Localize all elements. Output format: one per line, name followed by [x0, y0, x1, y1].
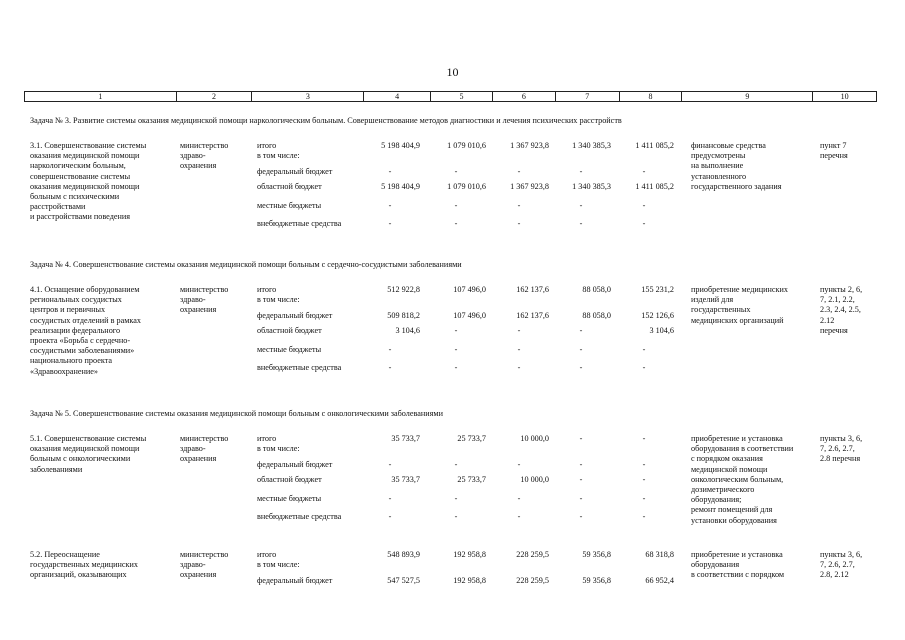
purpose-note: предусмотрены [691, 151, 746, 161]
value-cell: - [388, 201, 392, 210]
funding-source: итого [257, 285, 277, 294]
value-cell: - [388, 219, 392, 228]
funding-source: областной бюджет [257, 326, 322, 335]
value-cell: - [642, 167, 646, 176]
value-cell: 5 198 404,9 [381, 141, 420, 150]
value-cell: - [454, 201, 458, 210]
list-points: 2.8 перечня [820, 454, 861, 464]
purpose-note: в соответствии с порядком [691, 570, 785, 580]
value-cell: 59 356,8 [582, 550, 611, 559]
value-cell: 152 126,6 [641, 311, 674, 320]
value-cell: - [454, 512, 458, 521]
header-col: 1 [25, 92, 177, 101]
funding-source: федеральный бюджет [257, 167, 333, 176]
value-cell: 88 058,0 [582, 311, 611, 320]
list-points: пункты 3, 6, [820, 434, 863, 443]
funding-source: местные бюджеты [257, 201, 322, 210]
task-title: Задача № 4. Совершенствование системы оказания медицинской помощи больным с сердечно-сосудистыми заболеваниями [30, 260, 462, 269]
value-cell: 5 198 404,9 [381, 182, 420, 191]
purpose-note: медицинской помощи [691, 464, 768, 474]
value-cell: - [517, 363, 521, 372]
value-cell: - [454, 460, 458, 469]
funding-source: внебюджетные средства [257, 219, 342, 228]
value-cell: - [454, 326, 458, 335]
value-cell: - [388, 167, 392, 176]
purpose-note: государственных [691, 305, 751, 315]
measure-name: совершенствование системы [30, 171, 131, 181]
measure-name: государственных медицинских [30, 560, 139, 570]
value-cell: - [579, 345, 583, 354]
value-cell: - [579, 494, 583, 503]
value-cell: 509 818,2 [387, 311, 420, 320]
value-cell: - [388, 512, 392, 521]
list-points: 7, 2.1, 2.2, [820, 295, 855, 305]
value-cell: 35 733,7 [391, 475, 420, 484]
value-cell: - [388, 460, 392, 469]
value-cell: 68 318,8 [645, 550, 674, 559]
funding-source: федеральный бюджет [257, 460, 333, 469]
executor: здраво- [180, 151, 206, 161]
value-cell: - [517, 167, 521, 176]
measure-name: 3.1. Совершенствование системы [30, 141, 147, 150]
value-cell: 59 356,8 [582, 576, 611, 585]
measure-name: заболеваниями [30, 464, 83, 474]
list-points: 7, 2.6, 2.7, [820, 560, 855, 570]
value-cell: - [388, 363, 392, 372]
executor: здраво- [180, 560, 206, 570]
purpose-note: с порядком оказания [691, 454, 763, 464]
purpose-note: оборудования в соответствии [691, 444, 794, 454]
value-cell: - [642, 363, 646, 372]
value-cell: 3 104,6 [395, 326, 420, 335]
value-cell: - [579, 326, 583, 335]
list-points: 2.8, 2.12 [820, 570, 849, 580]
measure-name: сосудистыми заболеваниями» [30, 346, 135, 356]
purpose-note: на выполнение [691, 161, 744, 171]
value-cell: - [517, 201, 521, 210]
value-cell: 548 893,9 [387, 550, 420, 559]
value-cell: 1 340 385,3 [572, 141, 611, 150]
value-cell: 155 231,2 [641, 285, 674, 294]
purpose-note: ремонт помещений для [691, 505, 773, 515]
value-cell: 25 733,7 [457, 434, 486, 443]
funding-source: местные бюджеты [257, 494, 322, 503]
list-points: 2.12 [820, 315, 835, 325]
value-cell: - [642, 460, 646, 469]
value-cell: - [579, 219, 583, 228]
executor: здраво- [180, 444, 206, 454]
measure-name: организаций, оказывающих [30, 570, 127, 580]
funding-source: в том числе: [257, 151, 300, 161]
purpose-note: онкологическим больным, [691, 474, 784, 484]
value-cell: 1 367 923,8 [510, 182, 549, 191]
header-col: 2 [177, 92, 253, 101]
header-col: 6 [493, 92, 556, 101]
purpose-note: оборудования; [691, 495, 742, 505]
value-cell: - [454, 167, 458, 176]
value-cell: 162 137,6 [516, 285, 549, 294]
executor: охранения [180, 305, 217, 315]
measure-name: реализации федерального [30, 325, 121, 335]
value-cell: 192 958,8 [453, 576, 486, 585]
header-col: 5 [431, 92, 493, 101]
value-cell: 25 733,7 [457, 475, 486, 484]
value-cell: - [454, 345, 458, 354]
value-cell: 35 733,7 [391, 434, 420, 443]
value-cell: 10 000,0 [520, 475, 549, 484]
value-cell: - [579, 512, 583, 521]
executor: министерство [180, 285, 229, 294]
value-cell: 1 340 385,3 [572, 182, 611, 191]
list-points: перечня [820, 325, 848, 335]
list-points: 2.3, 2.4, 2.5, [820, 305, 861, 315]
value-cell: - [579, 201, 583, 210]
table-header [24, 91, 877, 102]
value-cell: - [388, 494, 392, 503]
funding-source: в том числе: [257, 444, 300, 454]
executor: министерство [180, 550, 229, 559]
value-cell: 1 079 010,6 [447, 182, 486, 191]
value-cell: - [642, 512, 646, 521]
measure-name: 5.2. Переоснащение [30, 550, 100, 559]
value-cell: 162 137,6 [516, 311, 549, 320]
value-cell: 3 104,6 [649, 326, 674, 335]
value-cell: - [579, 475, 583, 484]
purpose-note: медицинских организаций [691, 315, 784, 325]
value-cell: - [579, 434, 583, 443]
value-cell: - [517, 512, 521, 521]
value-cell: 228 259,5 [516, 576, 549, 585]
value-cell: - [642, 494, 646, 503]
purpose-note: установки оборудования [691, 515, 777, 525]
measure-name: оказания медицинской помощи [30, 444, 140, 454]
value-cell: 1 411 085,2 [635, 141, 674, 150]
header-col: 8 [620, 92, 683, 101]
measure-name: расстройствами [30, 202, 86, 212]
funding-source: в том числе: [257, 295, 300, 305]
value-cell: - [517, 494, 521, 503]
measure-name: оказания медицинской помощи [30, 181, 140, 191]
funding-source: областной бюджет [257, 475, 322, 484]
funding-source: областной бюджет [257, 182, 322, 191]
funding-source: итого [257, 434, 277, 443]
measure-name: национального проекта [30, 356, 113, 366]
measure-name: больным с онкологическими [30, 454, 131, 464]
funding-source: федеральный бюджет [257, 576, 333, 585]
purpose-note: приобретение и установка [691, 550, 783, 559]
header-col: 10 [840, 92, 849, 101]
value-cell: 512 922,8 [387, 285, 420, 294]
task-title: Задача № 5. Совершенствование системы оказания медицинской помощи больным с онкологическими заболеваниями [30, 409, 443, 418]
measure-name: 5.1. Совершенствование системы [30, 434, 147, 443]
value-cell: - [642, 201, 646, 210]
value-cell: - [642, 434, 646, 443]
value-cell: - [642, 219, 646, 228]
executor: охранения [180, 161, 217, 171]
purpose-note: приобретение и установка [691, 434, 783, 443]
value-cell: 107 496,0 [453, 285, 486, 294]
header-col: 9 [682, 92, 813, 101]
value-cell: - [642, 345, 646, 354]
funding-source: внебюджетные средства [257, 512, 342, 521]
measure-name: 4.1. Оснащение оборудованием [30, 285, 140, 294]
measure-name: региональных сосудистых [30, 295, 122, 305]
funding-source: в том числе: [257, 560, 300, 570]
value-cell: - [642, 475, 646, 484]
list-points: пункт 7 [820, 141, 847, 150]
header-col: 7 [556, 92, 620, 101]
list-points: пункты 3, 6, [820, 550, 863, 559]
value-cell: 1 367 923,8 [510, 141, 549, 150]
value-cell: - [454, 219, 458, 228]
value-cell: - [454, 363, 458, 372]
purpose-note: изделий для [691, 295, 734, 305]
executor: министерство [180, 141, 229, 150]
header-col: 4 [364, 92, 431, 101]
funding-source: итого [257, 550, 277, 559]
measure-name: больным с психическими [30, 192, 120, 201]
value-cell: - [517, 345, 521, 354]
value-cell: 10 000,0 [520, 434, 549, 443]
funding-source: внебюджетные средства [257, 363, 342, 372]
value-cell: - [579, 363, 583, 372]
value-cell: - [517, 326, 521, 335]
measure-name: «Здравоохранение» [30, 366, 99, 376]
value-cell: 1 079 010,6 [447, 141, 486, 150]
value-cell: 547 527,5 [387, 576, 420, 585]
value-cell: - [454, 494, 458, 503]
purpose-note: оборудования [691, 560, 740, 570]
funding-source: федеральный бюджет [257, 311, 333, 320]
executor: охранения [180, 570, 217, 580]
header-col: 3 [252, 92, 364, 101]
executor: охранения [180, 454, 217, 464]
value-cell: 66 952,4 [645, 576, 674, 585]
list-points: 7, 2.6, 2.7, [820, 444, 855, 454]
purpose-note: приобретение медицинских [691, 285, 788, 294]
measure-name: проекта «Борьба с сердечно- [30, 336, 131, 345]
value-cell: 88 058,0 [582, 285, 611, 294]
value-cell: 1 411 085,2 [635, 182, 674, 191]
value-cell: - [579, 167, 583, 176]
value-cell: - [388, 345, 392, 354]
measure-name: наркологическим больным, [30, 161, 126, 171]
task-title: Задача № 3. Развитие системы оказания медицинской помощи наркологическим больным. Совершенствование методов диагностики и лечения психических расстройств [30, 116, 622, 125]
value-cell: 228 259,5 [516, 550, 549, 559]
funding-source: итого [257, 141, 277, 150]
measure-name: сосудистых отделений в рамках [30, 315, 142, 325]
value-cell: - [517, 219, 521, 228]
list-points: перечня [820, 151, 848, 161]
list-points: пункты 2, 6, [820, 285, 863, 294]
purpose-note: государственного задания [691, 181, 782, 191]
page-number: 10 [446, 65, 459, 79]
executor: здраво- [180, 295, 206, 305]
purpose-note: финансовые средства [691, 141, 766, 150]
value-cell: 192 958,8 [453, 550, 486, 559]
value-cell: - [579, 460, 583, 469]
measure-name: и расстройствами поведения [30, 212, 131, 222]
value-cell: - [517, 460, 521, 469]
value-cell: 107 496,0 [453, 311, 486, 320]
executor: министерство [180, 434, 229, 443]
measure-name: оказания медицинской помощи [30, 151, 140, 161]
funding-source: местные бюджеты [257, 345, 322, 354]
purpose-note: дозиметрического [691, 485, 755, 494]
measure-name: центров и первичных [30, 305, 106, 315]
purpose-note: установленного [691, 171, 747, 181]
